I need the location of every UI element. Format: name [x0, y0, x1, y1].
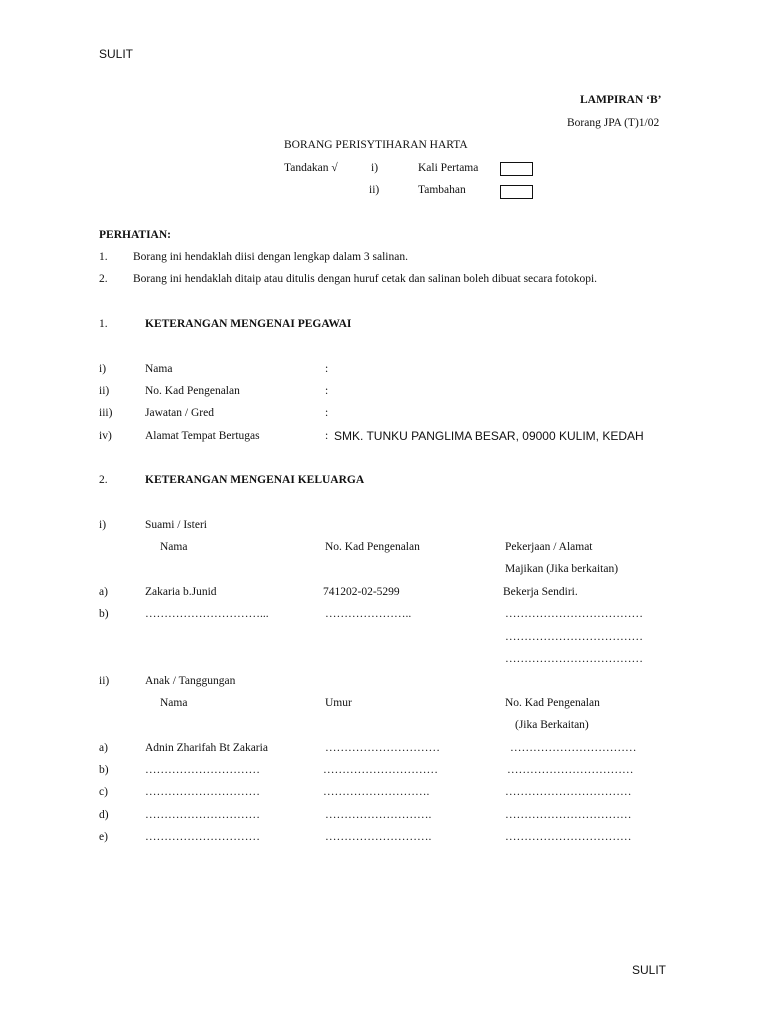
suami-kp-value[interactable]: 741202-02-5299 — [323, 586, 400, 598]
pegawai-row-label: Alamat Tempat Bertugas — [145, 430, 260, 442]
suami-col-nama: Nama — [160, 541, 188, 553]
suami-row-number: b) — [99, 608, 109, 620]
suami-kerja-value[interactable]: Bekerja Sendiri. — [503, 586, 578, 598]
anak-nama-blank[interactable]: ………………………… — [145, 809, 260, 821]
anak-umur-blank[interactable]: ………………………. — [325, 809, 432, 821]
anak-nama-blank[interactable]: ………………………… — [145, 831, 260, 843]
sulit-top-label: SULIT — [99, 47, 134, 61]
section2-heading: KETERANGAN MENGENAI KELUARGA — [145, 474, 365, 486]
option2-label: Tambahan — [418, 184, 466, 196]
perhatian-item-text: Borang ini hendaklah ditaip atau ditulis dengan huruf cetak dan salinan boleh dibuat secara fotokopi. — [133, 273, 598, 285]
anak-row-number: c) — [99, 786, 108, 798]
suami-label: Suami / Isteri — [145, 519, 207, 531]
anak-nama-blank[interactable]: ………………………… — [145, 764, 260, 776]
option1-label: Kali Pertama — [418, 162, 479, 174]
pegawai-row-number: i) — [99, 363, 107, 375]
suami-col-pekerjaan: Pekerjaan / Alamat — [505, 541, 593, 553]
option1-number: i) — [371, 162, 379, 174]
anak-row-number: a) — [99, 742, 108, 754]
suami-col-kad-pengenalan: No. Kad Pengenalan — [325, 541, 420, 553]
anak-col-umur: Umur — [325, 697, 352, 709]
perhatian-item-text: Borang ini hendaklah diisi dengan lengkap dalam 3 salinan. — [133, 251, 408, 263]
pegawai-row-label: No. Kad Pengenalan — [145, 385, 240, 397]
anak-nama-blank[interactable]: ………………………… — [145, 786, 260, 798]
anak-kp-blank[interactable]: …………………………… — [510, 742, 637, 754]
section1-heading: KETERANGAN MENGENAI PEGAWAI — [145, 318, 352, 330]
section2-number: 2. — [99, 474, 108, 486]
anak-row-number: e) — [99, 831, 108, 843]
pegawai-row-colon: : — [325, 430, 329, 442]
anak-row-number: b) — [99, 764, 109, 776]
suami-kerja-blank[interactable]: ……………………………… — [505, 608, 643, 620]
suami-nama-value[interactable]: Zakaria b.Junid — [145, 586, 217, 598]
pegawai-row-number: ii) — [99, 385, 110, 397]
perhatian-item-number: 2. — [99, 273, 108, 285]
suami-kp-blank[interactable]: ………………….. — [325, 608, 412, 620]
alamat-tempat-bertugas-field[interactable]: SMK. TUNKU PANGLIMA BESAR, 09000 KULIM, KEDAH — [334, 429, 644, 443]
suami-kerja-blank[interactable]: ……………………………… — [505, 653, 643, 665]
pegawai-row-number: iii) — [99, 407, 113, 419]
anak-label: Anak / Tanggungan — [145, 675, 236, 687]
borang-code: Borang JPA (T)1/02 — [567, 117, 660, 129]
kali-pertama-checkbox[interactable] — [500, 162, 533, 176]
perhatian-item-number: 1. — [99, 251, 108, 263]
option2-number: ii) — [369, 184, 380, 196]
pegawai-row-colon: : — [325, 385, 329, 397]
lampiran-label: LAMPIRAN ‘B’ — [580, 94, 662, 106]
pegawai-row-colon: : — [325, 407, 329, 419]
anak-kp-blank[interactable]: …………………………… — [505, 831, 632, 843]
suami-col-majikan: Majikan (Jika berkaitan) — [505, 563, 619, 575]
anak-umur-blank[interactable]: ………………………. — [323, 786, 430, 798]
anak-col-kad-pengenalan: No. Kad Pengenalan — [505, 697, 600, 709]
anak-umur-blank[interactable]: ………………………… — [323, 764, 438, 776]
anak-kp-blank[interactable]: …………………………… — [505, 809, 632, 821]
tandakan-label: Tandakan √ — [284, 162, 338, 174]
anak-number: ii) — [99, 675, 110, 687]
suami-row-number: a) — [99, 586, 108, 598]
section1-number: 1. — [99, 318, 108, 330]
sulit-bottom-label: SULIT — [632, 963, 667, 977]
pegawai-row-colon: : — [325, 363, 329, 375]
anak-umur-blank[interactable]: ………………………… — [325, 742, 440, 754]
anak-col-nama: Nama — [160, 697, 188, 709]
form-title: BORANG PERISYTIHARAN HARTA — [284, 139, 468, 151]
anak-col-jika-berkaitan: (Jika Berkaitan) — [515, 719, 589, 731]
suami-kerja-blank[interactable]: ……………………………… — [505, 631, 643, 643]
perhatian-heading: PERHATIAN: — [99, 229, 171, 241]
tambahan-checkbox[interactable] — [500, 185, 533, 199]
pegawai-row-number: iv) — [99, 430, 112, 442]
anak-row-number: d) — [99, 809, 109, 821]
suami-number: i) — [99, 519, 107, 531]
anak-kp-blank[interactable]: …………………………… — [505, 786, 632, 798]
anak-nama-value[interactable]: Adnin Zharifah Bt Zakaria — [145, 742, 268, 754]
suami-nama-blank[interactable]: …………………………... — [145, 608, 269, 620]
anak-umur-blank[interactable]: ………………………. — [325, 831, 432, 843]
pegawai-row-label: Jawatan / Gred — [145, 407, 214, 419]
pegawai-row-label: Nama — [145, 363, 173, 375]
anak-kp-blank[interactable]: …………………………… — [507, 764, 634, 776]
